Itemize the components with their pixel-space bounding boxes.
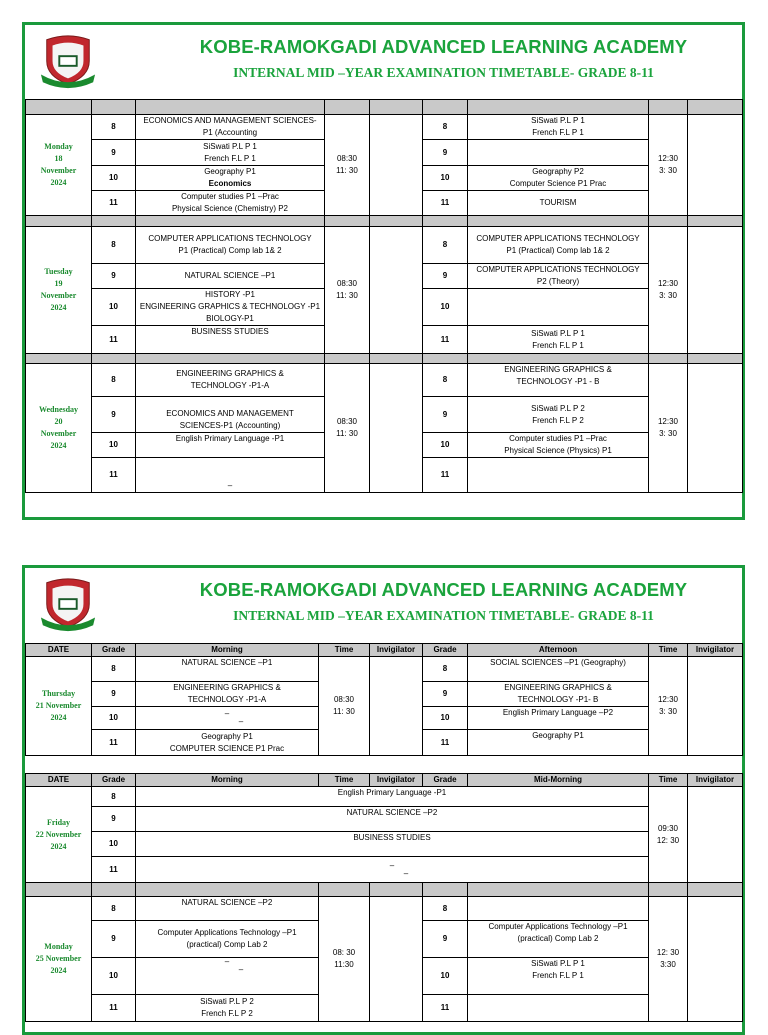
exam-cell <box>468 140 649 166</box>
exam-cell: BUSINESS STUDIES <box>136 832 649 857</box>
exam-cell <box>468 289 649 326</box>
time-cell: 12:30 3: 30 <box>649 115 688 216</box>
table-row: 11 Geography P1 COMPUTER SCIENCE P1 Prac 11 Geography P1 <box>26 730 743 756</box>
exam-cell: Computer Applications Technology –P1 (practical) Comp Lab 2 <box>136 921 319 958</box>
timetable-page-2 <box>22 565 745 1035</box>
column-header-row: DATE Grade Morning Time Invigilator Grade Afternoon Time Invigilator <box>26 644 743 657</box>
day-cell-wednesday-20: Wednesday 20 November 2024 <box>26 364 92 493</box>
exam-cell: ENGINEERING GRAPHICS & TECHNOLOGY -P1-A <box>136 682 319 707</box>
exam-cell: SiSwati P.L P 1 French F.L P 1 <box>468 326 649 354</box>
table-row: Friday 22 November 2024 8 English Primary Language -P1 09:30 12: 30 <box>26 787 743 807</box>
invigilator-cell <box>370 227 423 354</box>
school-title: KOBE-RAMOKGADI ADVANCED LEARNING ACADEMY <box>199 579 688 600</box>
time-cell: 08:30 11: 30 <box>325 227 370 354</box>
table-row: 10 BUSINESS STUDIES <box>26 832 743 857</box>
exam-cell: Computer studies P1 –Prac Physical Science (Chemistry) P2 <box>136 191 325 216</box>
exam-cell: COMPUTER APPLICATIONS TECHNOLOGY P2 (Theory) <box>468 264 649 289</box>
time-cell: 08: 30 11:30 <box>319 897 370 1022</box>
day-cell-monday-25: Monday 25 November 2024 <box>26 897 92 1022</box>
table-row: 11 Computer studies P1 –Prac Physical Science (Chemistry) P2 11 TOURISM <box>26 191 743 216</box>
time-cell: 12:30 3: 30 <box>649 364 688 493</box>
invigilator-cell <box>688 227 743 354</box>
table-row: Thursday 21 November 2024 8 NATURAL SCIENCE –P1 08:30 11: 30 8 SOCIAL SCIENCES –P1 (Geography) 12:30 3: 30 <box>26 657 743 682</box>
time-cell: 12: 30 3:30 <box>649 897 688 1022</box>
table-row: Tuesday 19 November 2024 8 COMPUTER APPLICATIONS TECHNOLOGY P1 (Practical) Comp lab 1& 2 08:30 11: 30 8 COMPUTER APPLICATIONS TECHNOLOGY P1 (Practical) Comp lab 1& 2 12:30 3: 30 <box>26 227 743 264</box>
school-crest-logo <box>39 32 97 90</box>
invigilator-cell <box>370 657 423 756</box>
invigilator-cell <box>370 115 423 216</box>
day-cell-monday-18: Monday 18 November 2024 <box>26 115 92 216</box>
time-cell: 12:30 3: 30 <box>649 227 688 354</box>
table-row: 11 – – <box>26 857 743 883</box>
exam-cell: NATURAL SCIENCE –P1 <box>136 264 325 289</box>
exam-cell: Geography P2 Computer Science P1 Prac <box>468 166 649 191</box>
exam-cell: NATURAL SCIENCE –P1 <box>136 657 319 682</box>
school-crest-logo <box>39 575 97 633</box>
table-row: 11 – 11 <box>26 458 743 493</box>
table-row: 10 – – 10 English Primary Language –P2 <box>26 707 743 730</box>
table-row: 9 NATURAL SCIENCE –P1 9 COMPUTER APPLICATIONS TECHNOLOGY P2 (Theory) <box>26 264 743 289</box>
time-cell: 08:30 11: 30 <box>325 115 370 216</box>
table-row: Monday 25 November 2024 8 NATURAL SCIENCE –P2 08: 30 11:30 8 12: 30 3:30 <box>26 897 743 921</box>
exam-cell: Geography P1 <box>468 730 649 756</box>
school-title: KOBE-RAMOKGADI ADVANCED LEARNING ACADEMY <box>199 36 688 57</box>
table-row: 11 SiSwati P.L P 2 French F.L P 2 11 <box>26 995 743 1022</box>
exam-cell: ENGINEERING GRAPHICS & TECHNOLOGY -P1-A <box>136 364 325 397</box>
column-header-row: DATE Grade Morning Time Invigilator Grade Mid-Morning Time Invigilator <box>26 774 743 787</box>
table-row: 9 NATURAL SCIENCE –P2 <box>26 807 743 832</box>
exam-cell: COMPUTER APPLICATIONS TECHNOLOGY P1 (Practical) Comp lab 1& 2 <box>136 227 325 264</box>
exam-cell: – – <box>136 707 319 730</box>
exam-cell: English Primary Language -P1 <box>136 433 325 458</box>
exam-cell: ECONOMICS AND MANAGEMENT SCIENCES-P1 (Accounting) <box>136 397 325 433</box>
table-row: 11 BUSINESS STUDIES 11 SiSwati P.L P 1 French F.L P 1 <box>26 326 743 354</box>
table-row: 10 HISTORY -P1 ENGINEERING GRAPHICS & TECHNOLOGY -P1 BIOLOGY-P1 10 <box>26 289 743 326</box>
table-row: 9 SiSwati P.L P 1 French F.L P 1 9 <box>26 140 743 166</box>
exam-cell: TOURISM <box>468 191 649 216</box>
timetable-subtitle: INTERNAL MID –YEAR EXAMINATION TIMETABLE- GRADE 8-11 <box>233 65 654 80</box>
exam-cell: – – <box>136 958 319 995</box>
exam-cell: ENGINEERING GRAPHICS & TECHNOLOGY -P1 - B <box>468 364 649 397</box>
invigilator-cell <box>688 364 743 493</box>
time-cell: 08:30 11: 30 <box>325 364 370 493</box>
table-row: Wednesday 20 November 2024 8 ENGINEERING GRAPHICS & TECHNOLOGY -P1-A 08:30 11: 30 8 ENGINEERING GRAPHICS & TECHNOLOGY -P1 - B 12:30 3: 30 <box>26 364 743 397</box>
table-row: 10 – – 10 SiSwati P.L P 1 French F.L P 1 <box>26 958 743 995</box>
exam-cell: SiSwati P.L P 2 French F.L P 2 <box>468 397 649 433</box>
invigilator-cell <box>688 115 743 216</box>
exam-cell: English Primary Language –P2 <box>468 707 649 730</box>
exam-cell: BUSINESS STUDIES <box>136 326 325 354</box>
invigilator-cell <box>688 657 743 756</box>
time-cell: 12:30 3: 30 <box>649 657 688 756</box>
invigilator-cell <box>370 897 423 1022</box>
exam-cell: English Primary Language -P1 <box>136 787 649 807</box>
exam-cell: Geography P1 Economics <box>136 166 325 191</box>
table-row: 10 English Primary Language -P1 10 Computer studies P1 –Prac Physical Science (Physics) P1 <box>26 433 743 458</box>
page-header <box>25 568 742 645</box>
exam-cell <box>468 897 649 921</box>
table-row: 9 Computer Applications Technology –P1 (practical) Comp Lab 2 9 Computer Applications Technology –P1 (practical) Comp Lab 2 <box>26 921 743 958</box>
exam-cell: Computer studies P1 –Prac Physical Science (Physics) P1 <box>468 433 649 458</box>
exam-cell <box>468 995 649 1022</box>
invigilator-cell <box>688 897 743 1022</box>
exam-cell <box>468 458 649 493</box>
exam-cell: SiSwati P.L P 2 French F.L P 2 <box>136 995 319 1022</box>
exam-cell: NATURAL SCIENCE –P2 <box>136 897 319 921</box>
exam-cell: ENGINEERING GRAPHICS & TECHNOLOGY -P1- B <box>468 682 649 707</box>
time-cell: 09:30 12: 30 <box>649 787 688 883</box>
exam-cell: Computer Applications Technology –P1 (practical) Comp Lab 2 <box>468 921 649 958</box>
exam-cell: SOCIAL SCIENCES –P1 (Geography) <box>468 657 649 682</box>
exam-cell: SiSwati P.L P 1 French F.L P 1 <box>468 958 649 995</box>
time-cell: 08:30 11: 30 <box>319 657 370 756</box>
timetable-week1 <box>25 99 743 493</box>
exam-cell: HISTORY -P1 ENGINEERING GRAPHICS & TECHNOLOGY -P1 BIOLOGY-P1 <box>136 289 325 326</box>
exam-cell: SiSwati P.L P 1 French F.L P 1 <box>136 140 325 166</box>
invigilator-cell <box>370 364 423 493</box>
day-cell-tuesday-19: Tuesday 19 November 2024 <box>26 227 92 354</box>
timetable-week2-friday <box>25 773 743 1022</box>
timetable-subtitle: INTERNAL MID –YEAR EXAMINATION TIMETABLE- GRADE 8-11 <box>233 608 654 623</box>
table-row: 9 ECONOMICS AND MANAGEMENT SCIENCES-P1 (Accounting) 9 SiSwati P.L P 2 French F.L P 2 <box>26 397 743 433</box>
exam-cell: ECONOMICS AND MANAGEMENT SCIENCES- P1 (Accounting <box>136 115 325 140</box>
day-cell-thursday-21: Thursday 21 November 2024 <box>26 657 92 756</box>
timetable-week2-thursday <box>25 643 743 756</box>
exam-cell: SiSwati P.L P 1 French F.L P 1 <box>468 115 649 140</box>
page-header <box>25 25 742 102</box>
exam-cell: NATURAL SCIENCE –P2 <box>136 807 649 832</box>
timetable-page-1 <box>22 22 745 520</box>
table-row: 9 ENGINEERING GRAPHICS & TECHNOLOGY -P1-A 9 ENGINEERING GRAPHICS & TECHNOLOGY -P1- B <box>26 682 743 707</box>
table-row: 10 Geography P1 Economics 10 Geography P2 Computer Science P1 Prac <box>26 166 743 191</box>
exam-cell: – <box>136 458 325 493</box>
invigilator-cell <box>688 787 743 883</box>
exam-cell: – – <box>136 857 649 883</box>
table-row: Monday 18 November 2024 8 ECONOMICS AND MANAGEMENT SCIENCES- P1 (Accounting 08:30 11: 30 8 SiSwati P.L P 1 French F.L P 1 12:30 3: 30 <box>26 115 743 140</box>
exam-cell: Geography P1 COMPUTER SCIENCE P1 Prac <box>136 730 319 756</box>
exam-cell: COMPUTER APPLICATIONS TECHNOLOGY P1 (Practical) Comp lab 1& 2 <box>468 227 649 264</box>
day-cell-friday-22: Friday 22 November 2024 <box>26 787 92 883</box>
